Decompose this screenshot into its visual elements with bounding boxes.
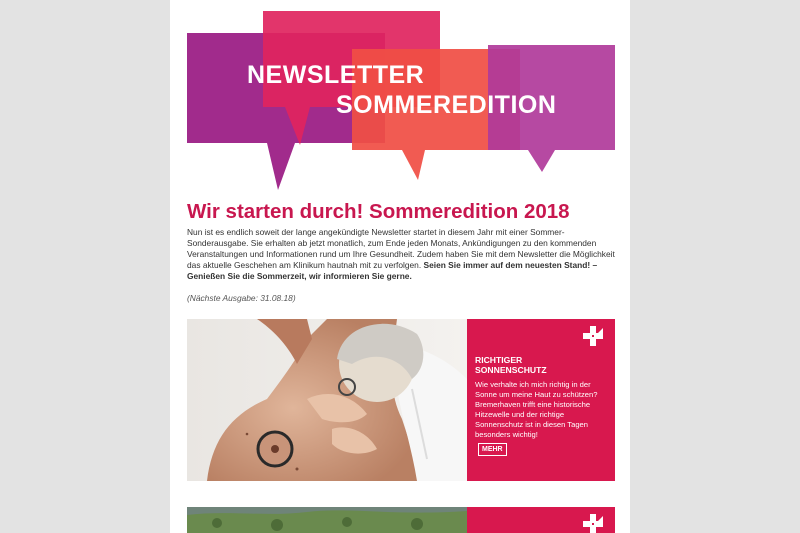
teaser-title-line2: SONNENSCHUTZ [475,365,547,375]
newsletter-title-line1: NEWSLETTER [247,61,425,89]
teaser-title [475,355,605,375]
newsletter-title-line2: SOMMEREDITION [336,91,557,119]
teaser-card-sun-protection [187,319,615,481]
teaser-text: Wie verhalte ich mich richtig in der Sonne um meine Haut zu schützen? Bremerhaven trifft eine historische Hitzewelle und der richtige Sonnenschutz ist in diesen Tagen besonders wichtig! [475,380,598,439]
intro-text: Nun ist es endlich soweit der lange angekündigte Newsletter startet in diesem Jahr mit einer Sommer-Sonderausgabe. Sie erhalten ab jetzt monatlich, zum Ende jeden Monats, Ankündigungen zu den kommenden Veranstaltungen und Informationen rund um Ihre Gesundheit. Zudem haben Sie mit dem Newsletter die Möglichkeit das aktuelle Geschehen am Klinikum hautnah mit zu verfolgen. [187,227,615,270]
intro-bold-text: Seien Sie immer auf dem neuesten Stand! – Genießen Sie die Sommerzeit, wir informieren Sie gerne. [187,260,598,281]
teaser-title-line1: RICHTIGER [475,355,523,365]
teaser-info-panel-2 [467,507,615,533]
plus-cross-icon [582,513,604,533]
teaser-card-second [187,507,615,533]
next-issue-note: (Nächste Ausgabe: 31.08.18) [187,293,296,303]
intro-paragraph [187,227,615,282]
newsletter-page [170,0,630,533]
newsletter-header-banner [170,0,630,195]
landscape-photo[interactable] [187,507,467,533]
teaser-info-panel [467,319,615,481]
plus-cross-icon [582,325,604,347]
skin-check-photo[interactable] [187,319,467,481]
main-headline: Wir starten durch! Sommeredition 2018 [187,200,570,223]
more-button[interactable]: MEHR [478,443,507,456]
